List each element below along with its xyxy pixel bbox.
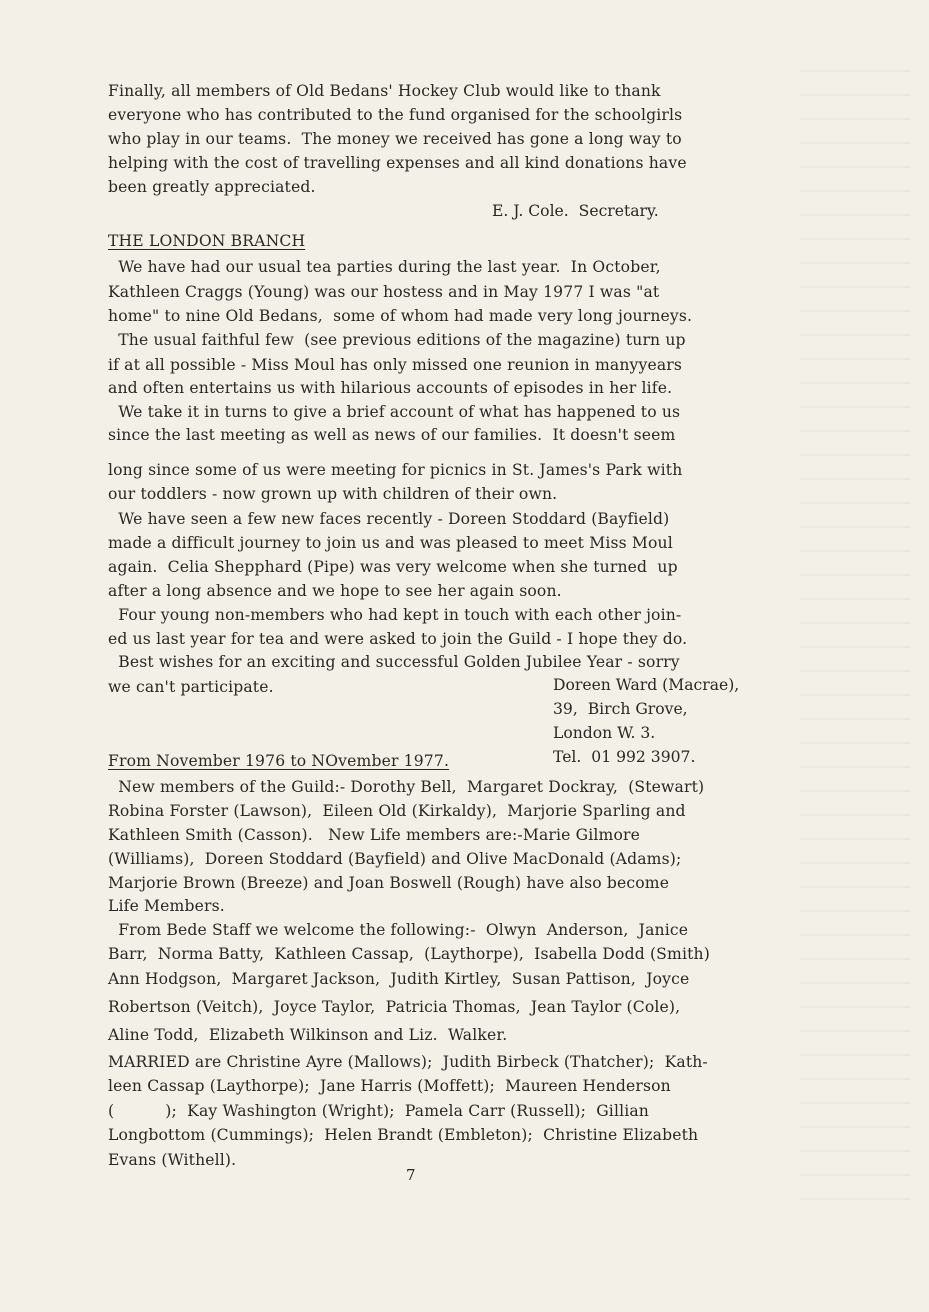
members-line-11: Aline Todd, Elizabeth Wilkinson and Liz. Walker. (108, 1026, 508, 1044)
married-line-1: MARRIED are Christine Ayre (Mallows); Judith Birbeck (Thatcher); Kath- (108, 1053, 708, 1071)
members-line-2: Robina Forster (Lawson), Eileen Old (Kirkaldy), Marjorie Sparling and (108, 802, 686, 820)
members-line-8: Barr, Norma Batty, Kathleen Cassap, (Laythorpe), Isabella Dodd (Smith) (108, 945, 710, 963)
address-city: London W. 3. (553, 724, 656, 742)
members-line-6: Life Members. (108, 897, 225, 915)
london-line-12: made a difficult journey to join us and was pleased to meet Miss Moul (108, 534, 673, 552)
address-street: 39, Birch Grove, (553, 700, 688, 718)
london-line-1: We have had our usual tea parties during the last year. In October, (108, 258, 661, 276)
london-line-5: if at all possible - Miss Moul has only missed one reunion in manyyears (108, 356, 683, 374)
hockey-signature: E. J. Cole. Secretary. (492, 202, 659, 220)
married-line-5: Evans (Withell). (108, 1151, 237, 1169)
signature-name: Doreen Ward (Macrae), (553, 676, 740, 694)
members-line-4: (Williams), Doreen Stoddard (Bayfield) and Olive MacDonald (Adams); (108, 850, 682, 868)
london-line-18: we can't participate. (108, 678, 274, 696)
members-heading: From November 1976 to NOvember 1977. (108, 752, 450, 770)
london-heading: THE LONDON BRANCH (108, 232, 306, 250)
hockey-line-1: Finally, all members of Old Bedans' Hockey Club would like to thank (108, 82, 661, 100)
married-line-3: ( ); Kay Washington (Wright); Pamela Carr (Russell); Gillian (108, 1102, 650, 1120)
hockey-line-2: everyone who has contributed to the fund organised for the schoolgirls (108, 106, 683, 124)
members-line-3: Kathleen Smith (Casson). New Life members are:-Marie Gilmore (108, 826, 640, 844)
london-line-7: We take it in turns to give a brief account of what has happened to us (108, 403, 681, 421)
bleed-through-texture (800, 70, 910, 1220)
members-line-1: New members of the Guild:- Dorothy Bell, Margaret Dockray, (Stewart) (108, 778, 705, 796)
london-line-13: again. Celia Shepphard (Pipe) was very welcome when she turned up (108, 558, 678, 576)
london-line-17: Best wishes for an exciting and successful Golden Jubilee Year - sorry (108, 653, 680, 671)
married-line-4: Longbottom (Cummings); Helen Brandt (Embleton); Christine Elizabeth (108, 1126, 699, 1144)
london-line-8: since the last meeting as well as news of our families. It doesn't seem (108, 426, 676, 444)
london-line-9: long since some of us were meeting for picnics in St. James's Park with (108, 461, 683, 479)
london-line-3: home" to nine Old Bedans, some of whom had made very long journeys. (108, 307, 693, 325)
members-line-10: Robertson (Veitch), Joyce Taylor, Patricia Thomas, Jean Taylor (Cole), (108, 998, 681, 1016)
address-telephone: Tel. 01 992 3907. (553, 748, 696, 766)
london-line-6: and often entertains us with hilarious accounts of episodes in her life. (108, 379, 673, 397)
london-line-11: We have seen a few new faces recently - Doreen Stoddard (Bayfield) (108, 510, 670, 528)
members-line-5: Marjorie Brown (Breeze) and Joan Boswell (Rough) have also become (108, 874, 670, 892)
page-number: 7 (406, 1166, 416, 1184)
london-line-14: after a long absence and we hope to see her again soon. (108, 582, 562, 600)
members-line-7: From Bede Staff we welcome the following:- Olwyn Anderson, Janice (108, 921, 689, 939)
hockey-line-3: who play in our teams. The money we received has gone a long way to (108, 130, 682, 148)
hockey-line-5: been greatly appreciated. (108, 178, 316, 196)
london-line-10: our toddlers - now grown up with children of their own. (108, 485, 558, 503)
members-line-9: Ann Hodgson, Margaret Jackson, Judith Kirtley, Susan Pattison, Joyce (108, 970, 690, 988)
hockey-line-4: helping with the cost of travelling expenses and all kind donations have (108, 154, 687, 172)
married-line-2: leen Cassap (Laythorpe); Jane Harris (Moffett); Maureen Henderson (108, 1077, 671, 1095)
london-line-2: Kathleen Craggs (Young) was our hostess and in May 1977 I was "at (108, 283, 660, 301)
london-line-15: Four young non-members who had kept in touch with each other join- (108, 606, 682, 624)
london-line-4: The usual faithful few (see previous editions of the magazine) turn up (108, 331, 686, 349)
london-line-16: ed us last year for tea and were asked to join the Guild - I hope they do. (108, 630, 688, 648)
